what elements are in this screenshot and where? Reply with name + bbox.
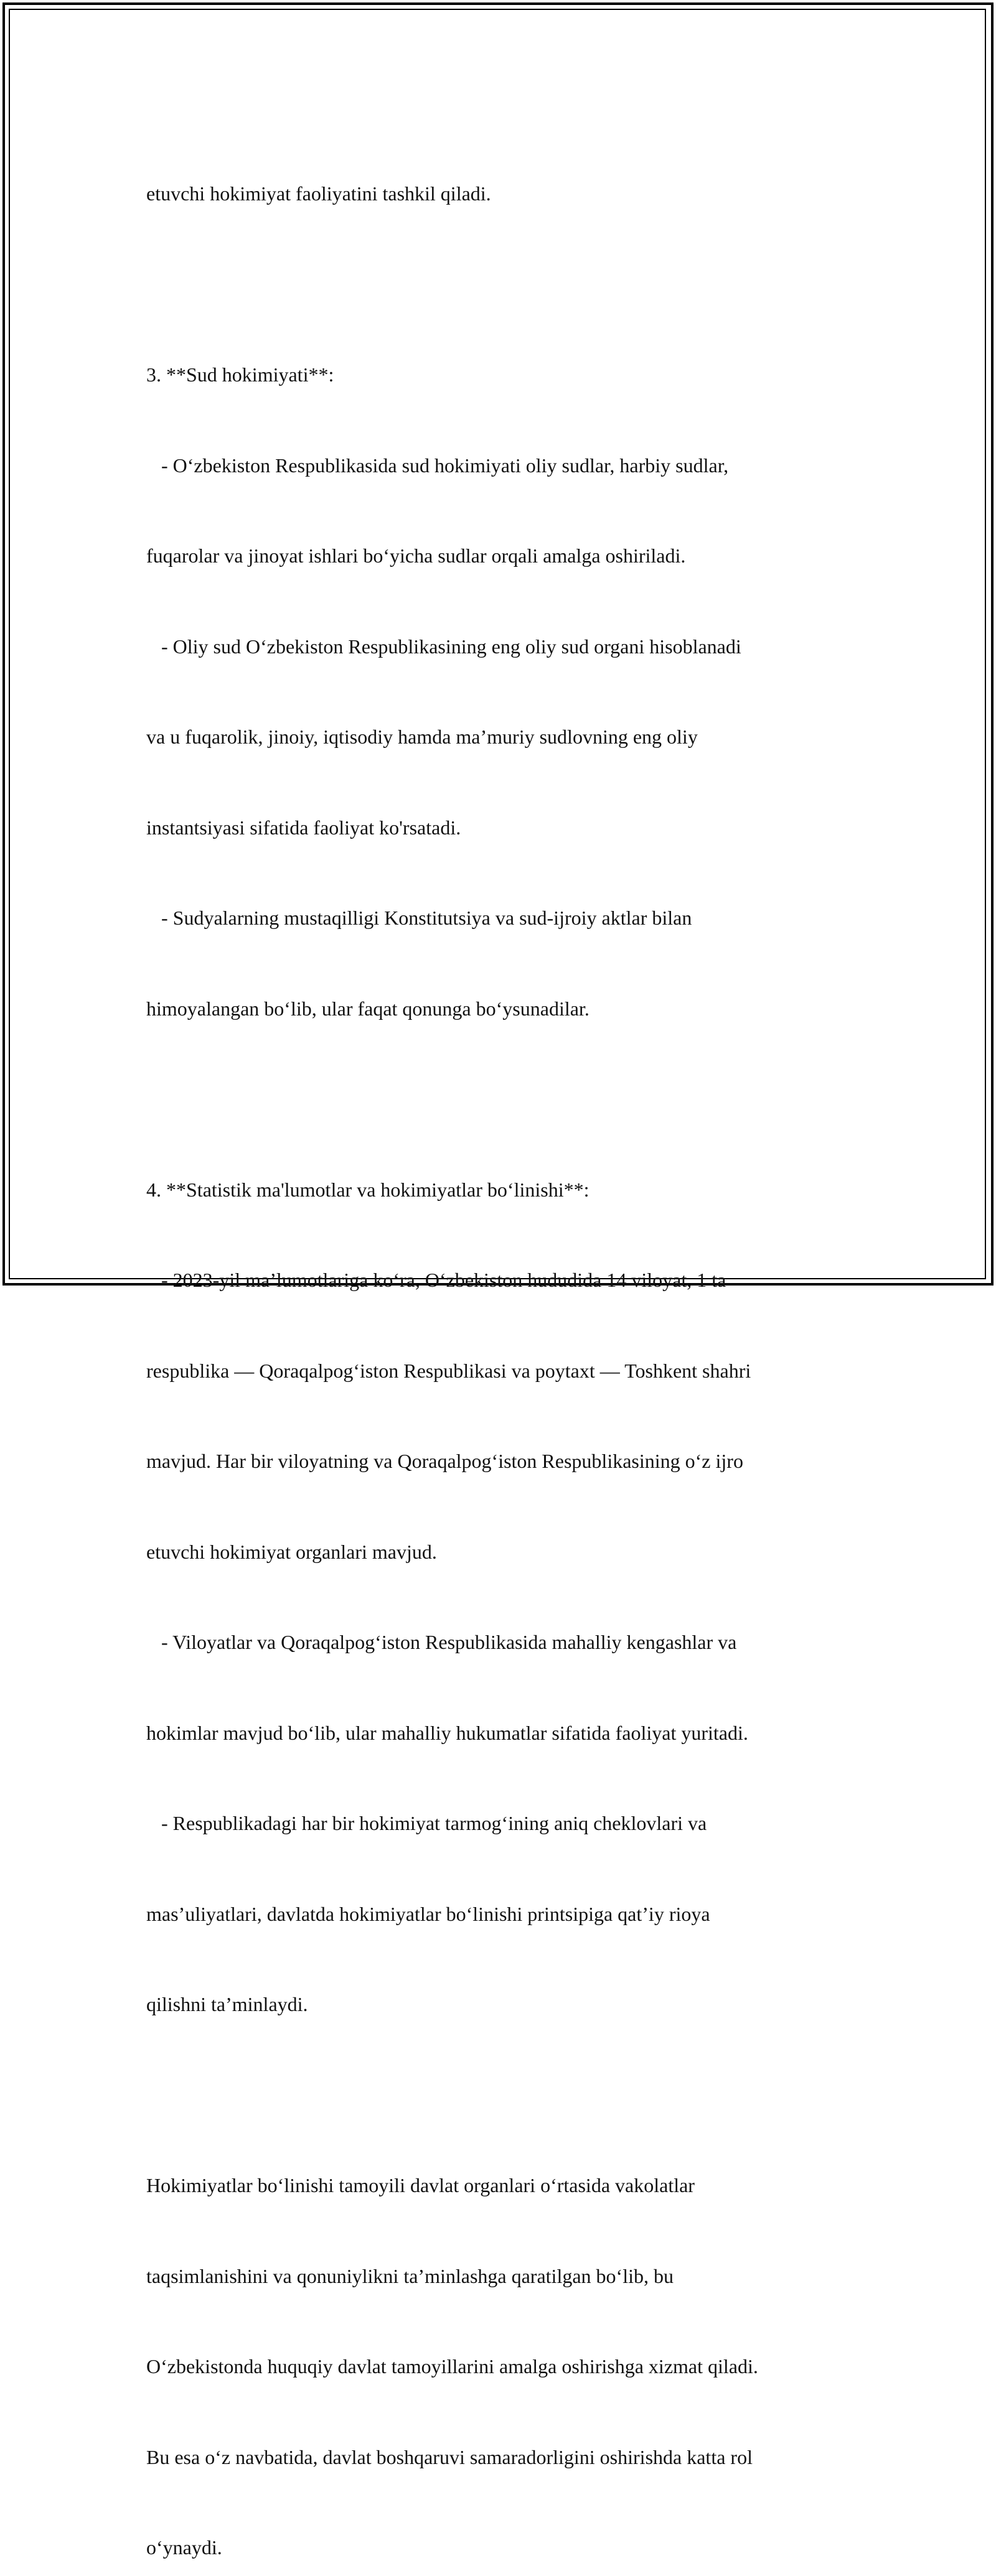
text-line: - Viloyatlar va Qoraqalpogʻiston Respublikasida mahalliy kengashlar va <box>146 1631 737 1653</box>
text-line: masʼuliyatlari, davlatda hokimiyatlar boʻlinishi printsipiga qatʼiy rioya <box>146 1902 710 1925</box>
text-line: etuvchi hokimiyat organlari mavjud. <box>146 1540 437 1563</box>
text-line: - Sudyalarning mustaqilligi Konstitutsiya va sud-ijroiy aktlar bilan <box>146 907 692 929</box>
text-line: - Oʻzbekiston Respublikasida sud hokimiyati oliy sudlar, harbiy sudlar, <box>146 454 729 477</box>
text-line: etuvchi hokimiyat faoliyatini tashkil qiladi. <box>146 182 491 205</box>
paragraph-gap <box>146 2080 856 2111</box>
text-line: qilishni taʼminlaydi. <box>146 1993 308 2015</box>
text-line: Bu esa oʻz navbatida, davlat boshqaruvi samaradorligini oshirishda katta rol <box>146 2445 753 2468</box>
text-line: taqsimlanishini va qonuniylikni taʼminlashga qaratilgan boʻlib, bu <box>146 2264 674 2287</box>
text-line: - Respublikadagi har bir hokimiyat tarmogʻining aniq cheklovlari va <box>146 1812 707 1834</box>
text-line: instantsiyasi sifatida faoliyat ko'rsatadi. <box>146 816 461 839</box>
text-line: Oʻzbekistonda huquqiy davlat tamoyillarini amalga oshirishga xizmat qiladi. <box>146 2355 758 2378</box>
text-line: mavjud. Har bir viloyatning va Qoraqalpogʻiston Respublikasining oʻz ijro <box>146 1450 743 1472</box>
text-line: hokimlar mavjud boʻlib, ular mahalliy hukumatlar sifatida faoliyat yuritadi. <box>146 1721 748 1744</box>
document-body <box>146 118 856 2576</box>
text-line: - 2023-yil maʼlumotlariga koʻra, Oʻzbekiston hududida 14 viloyat, 1 ta <box>146 1269 726 1291</box>
text-line: va u fuqarolik, jinoiy, iqtisodiy hamda maʼmuriy sudlovning eng oliy <box>146 726 698 748</box>
section-heading: 3. **Sud hokimiyati**: <box>146 363 334 386</box>
text-line: - Oliy sud Oʻzbekiston Respublikasining eng oliy sud organi hisoblanadi <box>146 635 741 658</box>
text-line: himoyalangan boʻlib, ular faqat qonunga boʻysunadilar. <box>146 997 590 1020</box>
text-line: respublika — Qoraqalpogʻiston Respublikasi va poytaxt — Toshkent shahri <box>146 1359 751 1382</box>
text-line: fuqarolar va jinoyat ishlari boʻyicha sudlar orqali amalga oshiriladi. <box>146 544 686 567</box>
section-heading: 4. **Statistik ma'lumotlar va hokimiyatlar boʻlinishi**: <box>146 1178 590 1201</box>
text-line: oʻynaydi. <box>146 2536 222 2559</box>
paragraph-gap <box>146 269 856 300</box>
text-line: Hokimiyatlar boʻlinishi tamoyili davlat organlari oʻrtasida vakolatlar <box>146 2174 695 2196</box>
paragraph-gap <box>146 1084 856 1114</box>
